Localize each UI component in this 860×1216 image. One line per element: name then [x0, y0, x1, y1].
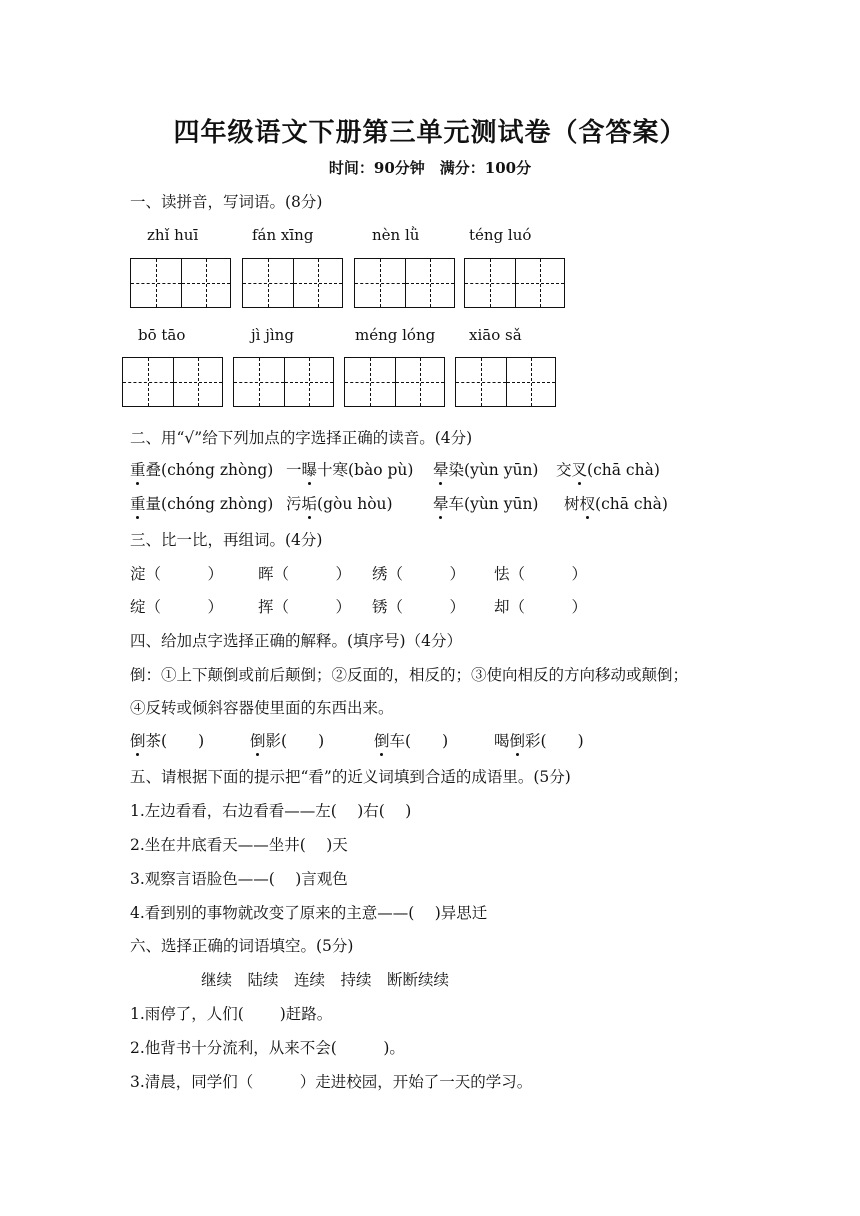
pronunciation-item[interactable]: 重量(chóng zhòng)	[130, 492, 273, 514]
section-3-heading: 三、比一比，再组词。(4分)	[130, 531, 323, 549]
pronunciation-item[interactable]: 交叉(chā chà)	[556, 458, 660, 480]
definition-line: 倒：①上下颠倒或前后颠倒；②反面的，相反的；③使向相反的方向移动或颠倒；	[130, 666, 689, 684]
word-pair-item[interactable]: 挥（ ）	[258, 598, 352, 616]
word-bank: 继续 陆续 连续 持续 断断续续	[201, 971, 450, 989]
idiom-question[interactable]: 4.看到别的事物就改变了原来的主意——( )异思迁	[130, 904, 488, 922]
writing-grid[interactable]	[464, 258, 565, 308]
definition-line: ④反转或倾斜容器使里面的东西出来。	[130, 699, 394, 717]
pinyin-label: méng lóng	[355, 326, 436, 344]
writing-grid[interactable]	[242, 258, 343, 308]
pronunciation-item[interactable]: 重叠(chóng zhòng)	[130, 458, 273, 480]
meaning-item[interactable]: 倒车( )	[374, 729, 448, 751]
writing-grid[interactable]	[122, 357, 223, 407]
writing-grid[interactable]	[130, 258, 231, 308]
word-pair-item[interactable]: 淀（ ）	[130, 565, 224, 583]
word-pair-item[interactable]: 锈（ ）	[372, 598, 466, 616]
fill-blank-question[interactable]: 2.他背书十分流利，从来不会( )。	[130, 1039, 405, 1057]
word-pair-item[interactable]: 怯（ ）	[494, 565, 588, 583]
pinyin-label: xiāo sǎ	[469, 326, 522, 344]
pronunciation-item[interactable]: 晕染(yùn yūn)	[433, 458, 538, 480]
section-2-heading: 二、用“√”给下列加点的字选择正确的读音。(4分)	[130, 429, 473, 447]
word-pair-item[interactable]: 却（ ）	[494, 598, 588, 616]
pinyin-label: nèn lǜ	[372, 226, 420, 244]
pinyin-label: zhǐ huī	[147, 226, 199, 244]
pronunciation-item[interactable]: 树杈(chā chà)	[564, 492, 668, 514]
idiom-question[interactable]: 2.坐在井底看天——坐井( )天	[130, 836, 348, 854]
exam-info: 时间：90分钟 满分：100分	[328, 159, 532, 177]
section-5-heading: 五、请根据下面的提示把“看”的近义词填到合适的成语里。(5分)	[130, 768, 571, 786]
pronunciation-item[interactable]: 晕车(yùn yūn)	[433, 492, 538, 514]
writing-grid[interactable]	[354, 258, 455, 308]
pronunciation-item[interactable]: 污垢(gòu hòu)	[286, 492, 393, 514]
section-4-heading: 四、给加点字选择正确的解释。(填序号)（4分）	[130, 632, 462, 650]
pinyin-label: fán xīng	[252, 226, 314, 244]
idiom-question[interactable]: 1.左边看看，右边看看——左( )右( )	[130, 802, 412, 820]
fill-blank-question[interactable]: 3.清晨，同学们（ ）走进校园，开始了一天的学习。	[130, 1073, 533, 1091]
word-pair-item[interactable]: 绽（ ）	[130, 598, 224, 616]
section-6-heading: 六、选择正确的词语填空。(5分)	[130, 937, 354, 955]
meaning-item[interactable]: 倒茶( )	[130, 729, 204, 751]
pronunciation-item[interactable]: 一曝十寒(bào pù)	[286, 458, 413, 480]
fill-blank-question[interactable]: 1.雨停了，人们( )赶路。	[130, 1005, 333, 1023]
word-pair-item[interactable]: 晖（ ）	[258, 565, 352, 583]
section-1-heading: 一、读拼音，写词语。(8分)	[130, 193, 323, 211]
meaning-item[interactable]: 喝倒彩( )	[494, 729, 584, 751]
word-pair-item[interactable]: 绣（ ）	[372, 565, 466, 583]
pinyin-label: téng luó	[469, 226, 532, 244]
pinyin-label: jì jìng	[251, 326, 294, 344]
writing-grid[interactable]	[344, 357, 445, 407]
writing-grid[interactable]	[455, 357, 556, 407]
page-title: 四年级语文下册第三单元测试卷（含答案）	[173, 118, 687, 148]
idiom-question[interactable]: 3.观察言语脸色——( )言观色	[130, 870, 348, 888]
writing-grid[interactable]	[233, 357, 334, 407]
meaning-item[interactable]: 倒影( )	[250, 729, 324, 751]
pinyin-label: bō tāo	[138, 326, 186, 344]
